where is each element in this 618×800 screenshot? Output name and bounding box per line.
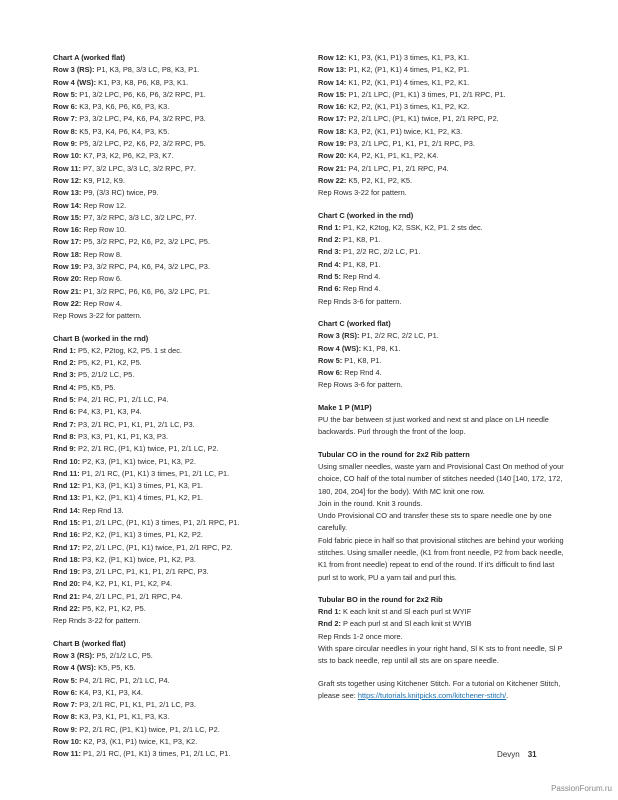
instruction-line xyxy=(53,369,293,381)
instruction-line xyxy=(53,505,293,517)
instruction-text: P1, K8, P1. xyxy=(342,355,382,365)
instruction-text: K1, P8, K1. xyxy=(361,343,401,353)
instruction-text: K4, P3, K1, P3, K4. xyxy=(77,687,143,697)
instruction-label: Row 7: xyxy=(53,114,78,124)
instruction-label: Row 17: xyxy=(318,114,347,124)
instruction-text: P4, 2/1 RC, P1, 2/1 LC, P4. xyxy=(76,395,169,405)
instruction-line xyxy=(53,554,293,566)
instruction-label: Row 19: xyxy=(318,139,347,149)
instruction-text: Rep Row 10. xyxy=(81,225,127,235)
instruction-text: P4, 2/1 LPC, P1, 2/1 RPC, P4. xyxy=(80,591,183,601)
instruction-label: Rnd 10: xyxy=(53,456,81,466)
chart-section xyxy=(53,333,293,628)
instruction-label: Rnd 7: xyxy=(53,419,76,429)
instruction-line xyxy=(53,748,293,760)
instruction-line xyxy=(318,367,568,379)
instruction-label: Rnd 1: xyxy=(318,222,341,232)
instruction-label: Row 17: xyxy=(53,237,82,247)
instruction-label: Rnd 13: xyxy=(53,493,81,503)
instruction-line xyxy=(318,187,568,199)
instruction-line xyxy=(53,126,293,138)
instruction-label: Row 8: xyxy=(53,712,78,722)
instruction-label: Row 19: xyxy=(53,262,82,272)
graft-text: Graft sts together using Kitchener Stitch. For a tutorial on Kitchener Stitch, please see: xyxy=(318,678,561,700)
instruction-label: Rnd 6: xyxy=(53,407,76,417)
instruction-line xyxy=(318,222,568,234)
instruction-text: K3, P3, K6, P6, K6, P3, K3. xyxy=(77,102,170,112)
instruction-line xyxy=(318,259,568,271)
instruction-label: Row 3 (RS): xyxy=(318,331,360,341)
instruction-text: P4, 2/1 LPC, P1, 2/1 RPC, P4. xyxy=(346,163,449,173)
instruction-line xyxy=(53,77,293,89)
instruction-text: P each purl st and Sl each knit st WYIB xyxy=(341,619,472,629)
instruction-text: P4, K2, P1, K1, P1, K2, P4. xyxy=(80,579,173,589)
instruction-text: K1, P2, (K1, P1) 4 times, K1, P2, K1. xyxy=(346,77,470,87)
instruction-text: Rep Row 12. xyxy=(81,200,127,210)
instruction-text: P2, 2/1 LPC, (P1, K1) twice, P1, 2/1 RPC, P2. xyxy=(80,542,233,552)
instruction-label: Rnd 19: xyxy=(53,567,81,577)
instruction-line xyxy=(318,52,568,64)
instruction-line xyxy=(53,138,293,150)
instruction-text: P1, 2/2 RC, 2/2 LC, P1. xyxy=(341,247,421,257)
instruction-label: Rnd 5: xyxy=(318,272,341,282)
instruction-label: Row 21: xyxy=(53,286,82,296)
m1p-heading: Make 1 P (M1P) xyxy=(318,402,372,412)
instruction-text: K1, P3, K8, P6, K8, P3, K1. xyxy=(96,77,189,87)
instruction-line xyxy=(53,578,293,590)
instruction-label: Row 15: xyxy=(53,212,82,222)
instruction-line xyxy=(53,456,293,468)
instruction-line xyxy=(53,89,293,101)
instruction-text: P3, 3/2 LPC, P4, K6, P4, 3/2 RPC, P3. xyxy=(77,114,206,124)
instruction-line xyxy=(318,246,568,258)
instruction-label: Row 4 (WS): xyxy=(53,77,97,87)
instruction-text: P1, K8, P1. xyxy=(341,235,381,245)
instruction-label: Rnd 8: xyxy=(53,431,76,441)
instruction-text: P2, K2, (P1, K1) 3 times, P1, K2, P2. xyxy=(80,530,203,540)
section-heading: Chart C (worked in the rnd) xyxy=(318,210,414,220)
instruction-label: Row 14: xyxy=(53,200,82,210)
instruction-line xyxy=(318,234,568,246)
instruction-text: P3, 2/1 RC, P1, K1, P1, 2/1 LC, P3. xyxy=(76,419,195,429)
tubular-bo-section xyxy=(318,594,568,668)
instruction-line xyxy=(53,443,293,455)
instruction-line xyxy=(318,163,568,175)
instruction-line xyxy=(53,724,293,736)
instruction-text: P4, 2/1 RC, P1, 2/1 LC, P4. xyxy=(77,675,170,685)
instruction-line xyxy=(53,261,293,273)
instruction-line xyxy=(53,529,293,541)
instruction-text: P1, K2, (P1, K1) 4 times, P1, K2, P1. xyxy=(80,493,203,503)
instruction-label: Row 16: xyxy=(318,102,347,112)
left-column xyxy=(53,52,293,771)
instruction-label: Row 14: xyxy=(318,77,347,87)
watermark: PassionForum.ru xyxy=(551,784,612,793)
instruction-label: Rnd 18: xyxy=(53,554,81,564)
instruction-text: P2, K3, (P1, K1) twice, P1, K3, P2. xyxy=(80,456,196,466)
chart-section xyxy=(53,52,293,323)
instruction-text: P1, 3/2 LPC, P6, K6, P6, 3/2 RPC, P1. xyxy=(77,89,206,99)
instruction-text: K7, P3, K2, P6, K2, P3, K7. xyxy=(81,151,174,161)
instruction-line xyxy=(318,330,568,342)
instruction-text: Rep Row 4. xyxy=(81,298,123,308)
instruction-label: Rnd 14: xyxy=(53,505,81,515)
right-column xyxy=(318,52,568,712)
instruction-text: Rep Rnd 4. xyxy=(341,284,381,294)
instruction-text: K2, P3, (K1, P1) twice, K1, P3, K2. xyxy=(81,737,198,747)
instruction-line xyxy=(318,343,568,355)
instruction-line xyxy=(53,113,293,125)
instruction-text: P2, 2/1 LPC, (P1, K1) twice, P1, 2/1 RPC, P2. xyxy=(346,114,499,124)
page-number: 31 xyxy=(527,750,537,759)
instruction-text: P1, 2/2 RC, 2/2 LC, P1. xyxy=(359,331,439,341)
instruction-line xyxy=(53,517,293,529)
instruction-label: Row 11: xyxy=(53,749,81,759)
instruction-text: P3, 2/1 RC, P1, K1, P1, 2/1 LC, P3. xyxy=(77,700,196,710)
instruction-line xyxy=(53,419,293,431)
tubular-bo-para: Rep Rnds 1-2 once more. xyxy=(318,631,403,641)
instruction-line xyxy=(53,150,293,162)
instruction-label: Row 22: xyxy=(53,298,82,308)
graft-section xyxy=(318,678,568,703)
instruction-line xyxy=(53,382,293,394)
instruction-text: P5, K5, P5. xyxy=(76,382,116,392)
instruction-text: P2, 2/1 RC, (P1, K1) twice, P1, 2/1 LC, P2. xyxy=(76,444,219,454)
instruction-text: P5, K2, P1, K2, P5. xyxy=(80,604,146,614)
instruction-label: Rnd 15: xyxy=(53,517,81,527)
instruction-label: Row 5: xyxy=(53,675,78,685)
instruction-line xyxy=(318,113,568,125)
instruction-text: P1, 2/1 RC, (P1, K1) 3 times, P1, 2/1 LC, P1. xyxy=(79,468,230,478)
instruction-line xyxy=(53,200,293,212)
instruction-label: Rnd 21: xyxy=(53,591,81,601)
instruction-label: Row 20: xyxy=(318,151,347,161)
instruction-text: P3, K3, P1, K1, P1, K3, P3. xyxy=(76,431,169,441)
instruction-text: P1, K8, P1. xyxy=(341,259,381,269)
instruction-text: P9, (3/3 RC) twice, P9. xyxy=(81,188,159,198)
instruction-label: Row 10: xyxy=(53,737,82,747)
instruction-text: P5, 2/1/2 LC, P5. xyxy=(76,370,135,380)
chart-b-flat-continued xyxy=(318,52,568,200)
instruction-line xyxy=(53,468,293,480)
section-heading: Chart C (worked flat) xyxy=(318,318,391,328)
instruction-label: Rnd 1: xyxy=(318,607,341,617)
instruction-line xyxy=(318,355,568,367)
instruction-line xyxy=(53,615,293,627)
instruction-line xyxy=(53,286,293,298)
instruction-label: Row 3 (RS): xyxy=(53,65,95,75)
instruction-label: Row 15: xyxy=(318,89,347,99)
tubular-co-para: Fold fabric piece in half so that provisional stitches are behind your working stitches. Using smaller needle, (K1 from front needle, P2 from back needle, K1 from front needle) repeat to end of the round. If it's difficult to find last purl st to work, PU a yarn tail and purl this. xyxy=(318,535,564,582)
instruction-label: Rnd 3: xyxy=(318,247,341,257)
instruction-label: Row 5: xyxy=(53,89,78,99)
instruction-text: P1, K3, P8, 3/3 LC, P8, K3, P1. xyxy=(94,65,200,75)
instruction-label: Row 4 (WS): xyxy=(318,343,362,353)
instruction-text: Rep Rnd 4. xyxy=(341,272,381,282)
instruction-label: Row 7: xyxy=(53,700,78,710)
section-heading: Chart B (worked flat) xyxy=(53,638,126,648)
instruction-label: Row 21: xyxy=(318,163,347,173)
instruction-line xyxy=(318,138,568,150)
instruction-label: Rnd 6: xyxy=(318,284,341,294)
instruction-line xyxy=(318,618,568,630)
instruction-line xyxy=(53,603,293,615)
instruction-line xyxy=(53,64,293,76)
instruction-text: Rep Row 8. xyxy=(81,249,123,259)
section-heading: Chart A (worked flat) xyxy=(53,53,126,62)
instruction-line xyxy=(53,687,293,699)
instruction-line xyxy=(53,480,293,492)
instruction-line xyxy=(53,175,293,187)
instruction-label: Row 12: xyxy=(53,175,82,185)
instruction-label: Rnd 2: xyxy=(318,619,341,629)
instruction-line xyxy=(318,379,568,391)
instruction-line xyxy=(53,394,293,406)
instruction-label: Rnd 12: xyxy=(53,481,81,491)
instruction-line xyxy=(53,187,293,199)
instruction-text: P3, 2/1 LPC, P1, K1, P1, 2/1 RPC, P3. xyxy=(80,567,209,577)
instruction-line xyxy=(318,101,568,113)
instruction-line xyxy=(318,606,568,618)
instruction-line xyxy=(53,591,293,603)
instruction-line xyxy=(53,101,293,113)
instruction-text: P5, 3/2 RPC, P2, K6, P2, 3/2 LPC, P5. xyxy=(81,237,210,247)
instruction-line xyxy=(53,492,293,504)
instruction-text: P2, 2/1 RC, (P1, K1) twice, P1, 2/1 LC, P2. xyxy=(77,724,220,734)
instruction-line xyxy=(318,271,568,283)
instruction-label: Rnd 9: xyxy=(53,444,76,454)
instruction-label: Row 3 (RS): xyxy=(53,650,95,660)
section-heading: Tubular BO in the round for 2x2 Rib xyxy=(318,594,443,604)
instruction-line xyxy=(318,296,568,308)
instruction-text: P1, K3, (P1, K1) 3 times, P1, K3, P1. xyxy=(80,481,203,491)
instruction-text: Rep Rnds 3-6 for pattern. xyxy=(318,296,402,306)
instruction-label: Row 6: xyxy=(318,368,343,378)
instruction-label: Rnd 5: xyxy=(53,395,76,405)
instruction-text: K5, P3, K4, P6, K4, P3, K5. xyxy=(77,126,170,136)
instruction-text: P1, 3/2 RPC, P6, K6, P6, 3/2 LPC, P1. xyxy=(81,286,210,296)
instruction-label: Rnd 17: xyxy=(53,542,81,552)
instruction-label: Row 11: xyxy=(53,163,81,173)
instruction-line xyxy=(318,126,568,138)
instruction-label: Row 6: xyxy=(53,687,78,697)
instruction-line xyxy=(53,675,293,687)
instruction-line xyxy=(53,236,293,248)
instruction-line xyxy=(53,249,293,261)
instruction-label: Row 18: xyxy=(53,249,82,259)
footer-pattern-name: Devyn xyxy=(497,750,520,759)
instruction-label: Rnd 11: xyxy=(53,468,80,478)
instruction-line xyxy=(53,406,293,418)
m1p-section xyxy=(318,402,568,439)
instruction-label: Rnd 4: xyxy=(318,259,341,269)
chart-c-rnd-section xyxy=(318,210,568,308)
instruction-text: K1, P3, (K1, P1) 3 times, K1, P3, K1. xyxy=(346,53,470,62)
chart-section xyxy=(53,638,293,761)
instruction-line xyxy=(318,89,568,101)
instruction-line xyxy=(53,163,293,175)
instruction-line xyxy=(53,345,293,357)
instruction-text: P1, 2/1 LPC, (P1, K1) 3 times, P1, 2/1 RPC, P1. xyxy=(346,89,506,99)
instruction-label: Row 9: xyxy=(53,724,78,734)
section-heading: Chart B (worked in the rnd) xyxy=(53,333,149,343)
instruction-label: Row 10: xyxy=(53,151,82,161)
instruction-line xyxy=(53,662,293,674)
instruction-text: P3, 3/2 RPC, P4, K6, P4, 3/2 LPC, P3. xyxy=(81,262,210,272)
instruction-text: Rep Rows 3-6 for pattern. xyxy=(318,380,403,390)
instruction-line xyxy=(318,175,568,187)
instruction-label: Row 9: xyxy=(53,139,78,149)
instruction-label: Row 8: xyxy=(53,126,78,136)
instruction-text: K5, P2, K1, P2, K5. xyxy=(346,175,413,185)
instruction-line xyxy=(53,357,293,369)
instruction-label: Row 13: xyxy=(53,188,82,198)
instruction-text: K5, P5, K5. xyxy=(96,663,136,673)
instruction-text: Rep Row 6. xyxy=(81,274,123,284)
instruction-label: Row 16: xyxy=(53,225,82,235)
instruction-line xyxy=(53,542,293,554)
instruction-line xyxy=(318,77,568,89)
page-footer xyxy=(497,750,537,759)
instruction-text: P5, 3/2 LPC, P2, K6, P2, 3/2 RPC, P5. xyxy=(77,139,206,149)
instruction-line xyxy=(53,711,293,723)
instruction-text: Rep Rnd 4. xyxy=(342,368,382,378)
instruction-label: Row 4 (WS): xyxy=(53,663,97,673)
instruction-line xyxy=(318,283,568,295)
instruction-text: Rep Rows 3-22 for pattern. xyxy=(53,311,142,321)
instruction-text: Rep Rnd 13. xyxy=(80,505,124,515)
instruction-label: Rnd 2: xyxy=(53,358,76,368)
instruction-line xyxy=(53,298,293,310)
instruction-line xyxy=(53,212,293,224)
instruction-text: P3, K2, (P1, K1) twice, P1, K2, P3. xyxy=(80,554,196,564)
instruction-line xyxy=(318,150,568,162)
instruction-line xyxy=(53,650,293,662)
instruction-label: Row 13: xyxy=(318,65,347,75)
instruction-text: P7, 3/2 RPC, 3/3 LC, 3/2 LPC, P7. xyxy=(81,212,197,222)
instruction-text: P5, K2, P1, K2, P5. xyxy=(76,358,142,368)
instruction-label: Rnd 22: xyxy=(53,604,81,614)
instruction-label: Rnd 16: xyxy=(53,530,81,540)
tubular-co-para: Undo Provisional CO and transfer these sts to spare needle one by one carefully. xyxy=(318,511,552,533)
instruction-line xyxy=(53,431,293,443)
instruction-label: Rnd 2: xyxy=(318,235,341,245)
instruction-text: Rep Rnds 3-22 for pattern. xyxy=(53,616,141,626)
instruction-label: Rnd 4: xyxy=(53,382,76,392)
instruction-line xyxy=(53,310,293,322)
instruction-label: Row 18: xyxy=(318,126,347,136)
instruction-text: K3, P3, K1, P1, K1, P3, K3. xyxy=(77,712,170,722)
instruction-label: Rnd 1: xyxy=(53,345,76,355)
instruction-label: Row 5: xyxy=(318,355,343,365)
instruction-line xyxy=(53,699,293,711)
instruction-text: P3, 2/1 LPC, P1, K1, P1, 2/1 RPC, P3. xyxy=(346,139,475,149)
instruction-text: P1, K2, (P1, K1) 4 times, P1, K2, P1. xyxy=(346,65,470,75)
instruction-label: Row 12: xyxy=(318,53,347,62)
instruction-text: K2, P2, (K1, P1) 3 times, K1, P2, K2. xyxy=(346,102,470,112)
instruction-label: Row 22: xyxy=(318,175,347,185)
instruction-line xyxy=(318,64,568,76)
tubular-co-para: Join in the round. Knit 3 rounds. xyxy=(318,498,423,508)
instruction-text: P5, 2/1/2 LC, P5. xyxy=(94,650,153,660)
instruction-label: Rnd 3: xyxy=(53,370,76,380)
instruction-text: P4, K3, P1, K3, P4. xyxy=(76,407,142,417)
instruction-text: K each knit st and Sl each purl st WYIF xyxy=(341,607,472,617)
instruction-text: K9, P12, K9. xyxy=(81,175,125,185)
instruction-text: P1, K2, K2tog, K2, SSK, K2, P1. 2 sts dec. xyxy=(341,222,483,232)
instruction-text: P7, 3/2 LPC, 3/3 LC, 3/2 RPC, P7. xyxy=(80,163,196,173)
instruction-line xyxy=(53,736,293,748)
instruction-line xyxy=(53,224,293,236)
instruction-text: Rep Rows 3-22 for pattern. xyxy=(318,188,407,198)
chart-c-flat-section xyxy=(318,318,568,392)
graft-end: . xyxy=(506,690,509,700)
instruction-label: Rnd 20: xyxy=(53,579,81,589)
instruction-line xyxy=(53,273,293,285)
instruction-label: Row 20: xyxy=(53,274,82,284)
instruction-line xyxy=(53,566,293,578)
instruction-text: K3, P2, (K1, P1) twice, K1, P2, K3. xyxy=(346,126,463,136)
instruction-text: P5, K2, P2tog, K2, P5. 1 st dec. xyxy=(76,345,182,355)
instruction-text: P1, 2/1 LPC, (P1, K1) 3 times, P1, 2/1 RPC, P1. xyxy=(80,517,240,527)
instruction-text: P1, 2/1 RC, (P1, K1) 3 times, P1, 2/1 LC, P1. xyxy=(80,749,231,759)
tubular-co-para: Using smaller needles, waste yarn and Provisional Cast On method of your choice, CO half of the total number of stitches needed (140 [140, 172, 172, 180, 204, 204] for the body). With MC knit one row. xyxy=(318,461,564,496)
tubular-co-section xyxy=(318,449,568,584)
instruction-text: K4, P2, K1, P1, K1, P2, K4. xyxy=(346,151,439,161)
m1p-text: PU the bar between st just worked and next st and place on LH needle backwards. Purl through the front of the loop. xyxy=(318,415,549,437)
tubular-bo-para: With spare circular needles in your right hand, Sl K sts to front needle, Sl P sts to back needle, rep until all sts are on spare needle. xyxy=(318,644,563,666)
instruction-label: Row 6: xyxy=(53,102,78,112)
tubular-co-heading: Tubular CO in the round for 2x2 Rib pattern xyxy=(318,449,470,459)
kitchener-tutorial-link[interactable]: https://tutorials.knitpicks.com/kitchener-stitch/ xyxy=(357,690,507,700)
